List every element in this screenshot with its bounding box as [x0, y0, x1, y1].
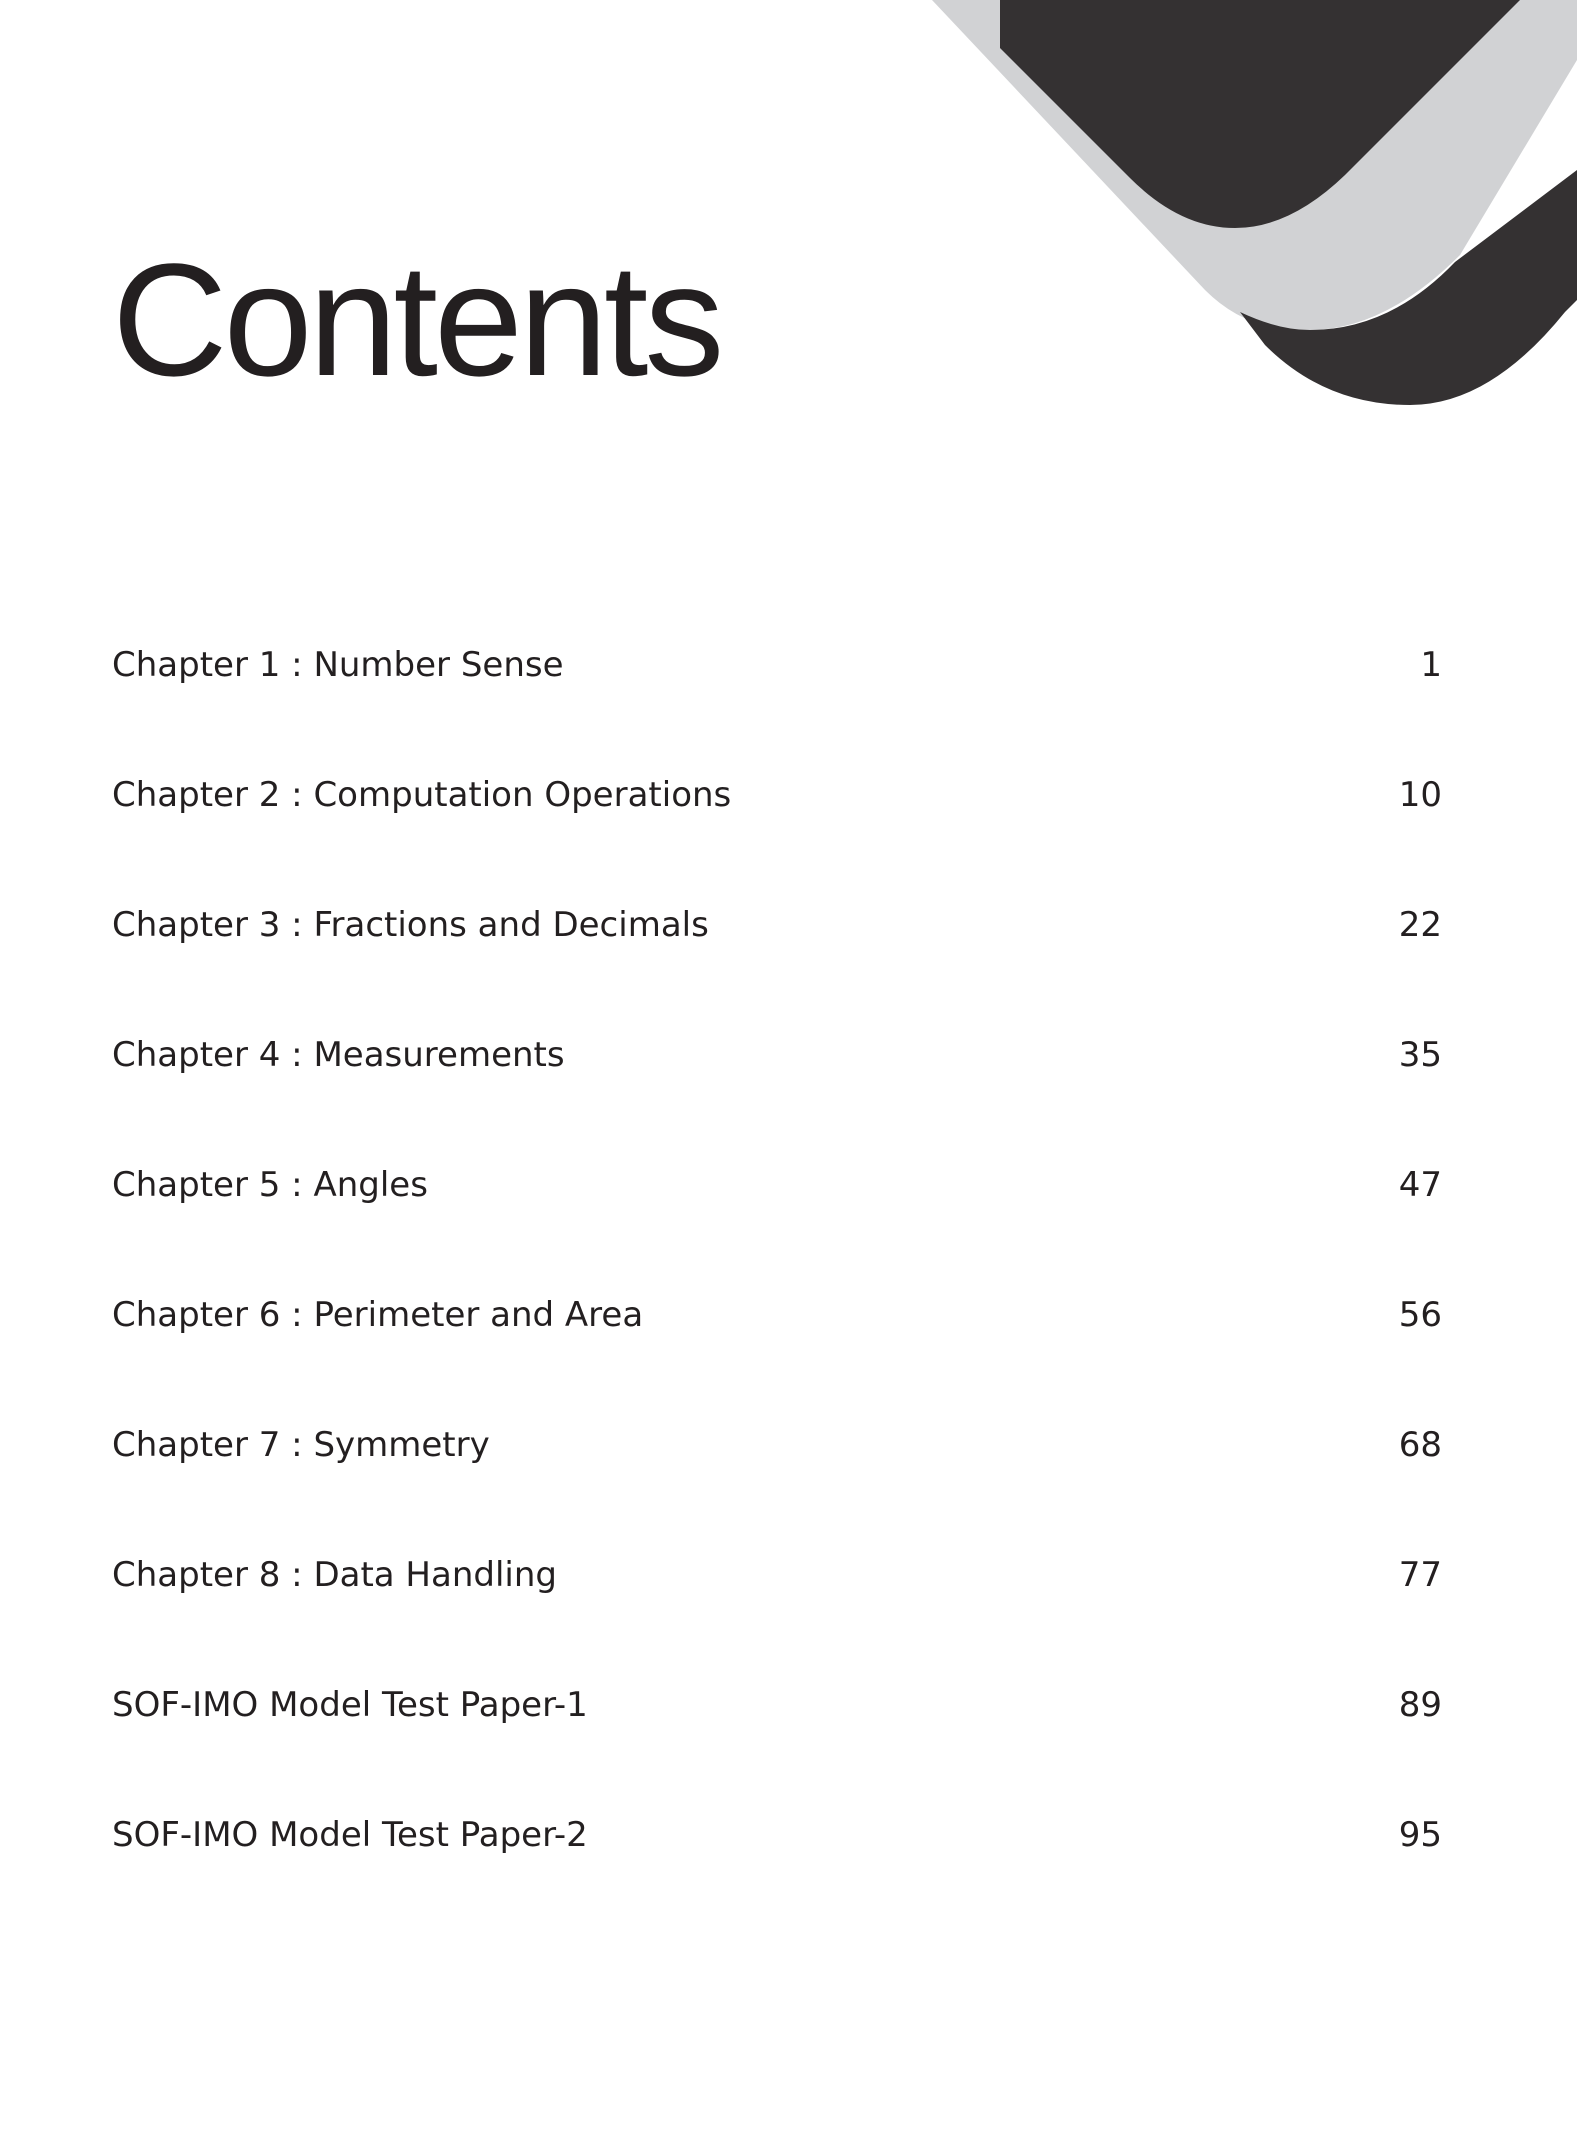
toc-entry-page-number: 47 — [1398, 1165, 1442, 1205]
toc-entry[interactable] — [112, 1770, 1442, 1900]
light-chevron-shape — [932, 0, 1577, 330]
toc-entry-label: Chapter 8 : Data Handling — [112, 1555, 557, 1595]
toc-entry-page-number: 1 — [1420, 645, 1442, 685]
toc-entry[interactable] — [112, 1510, 1442, 1640]
toc-entry-page-number: 56 — [1398, 1295, 1442, 1335]
toc-entry-label: SOF-IMO Model Test Paper-1 — [112, 1685, 588, 1725]
toc-entry[interactable] — [112, 1250, 1442, 1380]
toc-entry[interactable] — [112, 1120, 1442, 1250]
table-of-contents — [112, 600, 1442, 1900]
toc-entry[interactable] — [112, 600, 1442, 730]
toc-entry-label: Chapter 7 : Symmetry — [112, 1425, 490, 1465]
toc-entry[interactable] — [112, 1380, 1442, 1510]
dark-chevron-upper-shape — [1000, 0, 1520, 228]
toc-entry[interactable] — [112, 1640, 1442, 1770]
toc-entry-label: Chapter 6 : Perimeter and Area — [112, 1295, 644, 1335]
toc-entry-page-number: 35 — [1398, 1035, 1442, 1075]
dark-chevron-lower-shape — [1240, 170, 1577, 405]
toc-entry-page-number: 10 — [1398, 775, 1442, 815]
toc-entry-page-number: 77 — [1398, 1555, 1442, 1595]
toc-entry-page-number: 22 — [1398, 905, 1442, 945]
toc-entry-page-number: 89 — [1398, 1685, 1442, 1725]
toc-entry-page-number: 68 — [1398, 1425, 1442, 1465]
toc-entry-label: SOF-IMO Model Test Paper-2 — [112, 1815, 588, 1855]
toc-entry-label: Chapter 3 : Fractions and Decimals — [112, 905, 709, 945]
page-title: Contents — [112, 230, 721, 409]
toc-entry[interactable] — [112, 860, 1442, 990]
toc-entry-label: Chapter 5 : Angles — [112, 1165, 428, 1205]
toc-entry[interactable] — [112, 990, 1442, 1120]
toc-entry-label: Chapter 1 : Number Sense — [112, 645, 564, 685]
toc-entry-page-number: 95 — [1398, 1815, 1442, 1855]
toc-entry-label: Chapter 4 : Measurements — [112, 1035, 565, 1075]
toc-entry[interactable] — [112, 730, 1442, 860]
toc-entry-label: Chapter 2 : Computation Operations — [112, 775, 732, 815]
